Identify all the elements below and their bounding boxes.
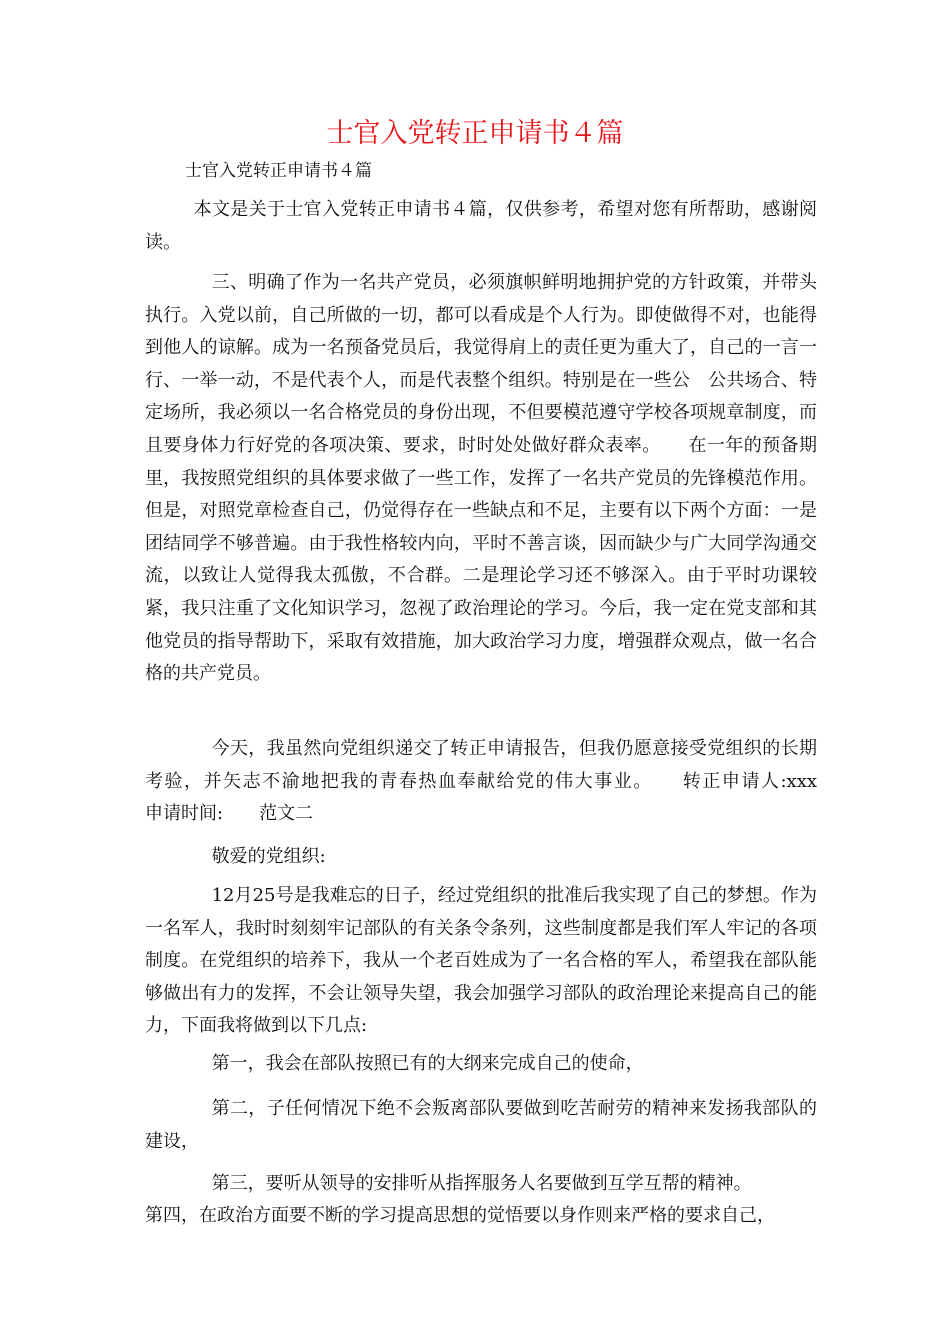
paragraph-today: 今天，我虽然向党组织递交了转正申请报告，但我仍愿意接受党组织的长期考验，并矢志不渝地把我的青春热血奉献给党的伟大事业。 转正申请人:xxx 申请时间: 范文二 bbox=[145, 738, 853, 825]
document-subtitle: 士官入党转正申请书４篇 bbox=[185, 161, 372, 181]
paragraph-point-two: 第二，子任何情况下绝不会叛离部队要做到吃苦耐劳的精神来发扬我部队的建设， bbox=[145, 1098, 817, 1152]
paragraph-section-three: 三、明确了作为一名共产党员，必须旗帜鲜明地拥护党的方针政策，并带头执行。入党以前，自己所做的一切，都可以看成是个人行为。即使做得不对，也能得到他人的谅解。成为一名预备党员后，我觉得肩上的责任更为重大了，自己的一言一行、一举一动，不是代表个人，而是代表整个组织。特别是在一些公 公共场合、特定场所，我必须以一名合格党员的身份出现，不但要模范遵守学校各项规章制度，而且要身体力行好党的各项决策、要求，时时处处做好群众表率。 在一年的预备期里，我按照党组织的具体要求做了一些工作，发挥了一名共产党员的先锋模范作用。但是，对照党章检查自己，仍觉得存在一些缺点和不足，主要有以下两个方面：一是团结同学不够普遍。由于我性格较内向，平时不善言谈，因而缺少与广大同学沟通交流，以致让人觉得我太孤傲，不合群。二是理论学习还不够深入。由于平时功课较紧，我只注重了文化知识学习，忽视了政治理论的学习。今后，我一定在党支部和其他党员的指导帮助下，采取有效措施，加大政治学习力度，增强群众观点，做一名合格的共产党员。 bbox=[145, 272, 817, 685]
paragraph-point-four: 第四，在政治方面要不断的学习提高思想的觉悟要以身作则来严格的要求自己， bbox=[145, 1205, 775, 1226]
paragraph-point-one: 第一，我会在部队按照已有的大纲来完成自己的使命， bbox=[211, 1053, 644, 1074]
paragraph-intro: 本文是关于士官入党转正申请书４篇，仅供参考，希望对您有所帮助，感谢阅读。 bbox=[145, 199, 817, 253]
document-title: 士官入党转正申请书４篇 bbox=[326, 118, 624, 149]
paragraph-december: 12月25号是我难忘的日子，经过党组织的批准后我实现了自己的梦想。作为一名军人，我时时刻刻牢记部队的有关条令条列，这些制度都是我们军人牢记的各项制度。在党组织的培养下，我从一个老百姓成为了一名合格的军人，希望我在部队能够做出有力的发挥，不会让领导失望，我会加强学习部队的政治理论来提高自己的能力，下面我将做到以下几点: bbox=[145, 885, 817, 1037]
paragraph-point-three: 第三，要听从领导的安排听从指挥服务人名要做到互学互帮的精神。 bbox=[211, 1173, 752, 1194]
paragraph-salutation: 敬爱的党组织: bbox=[211, 846, 326, 867]
